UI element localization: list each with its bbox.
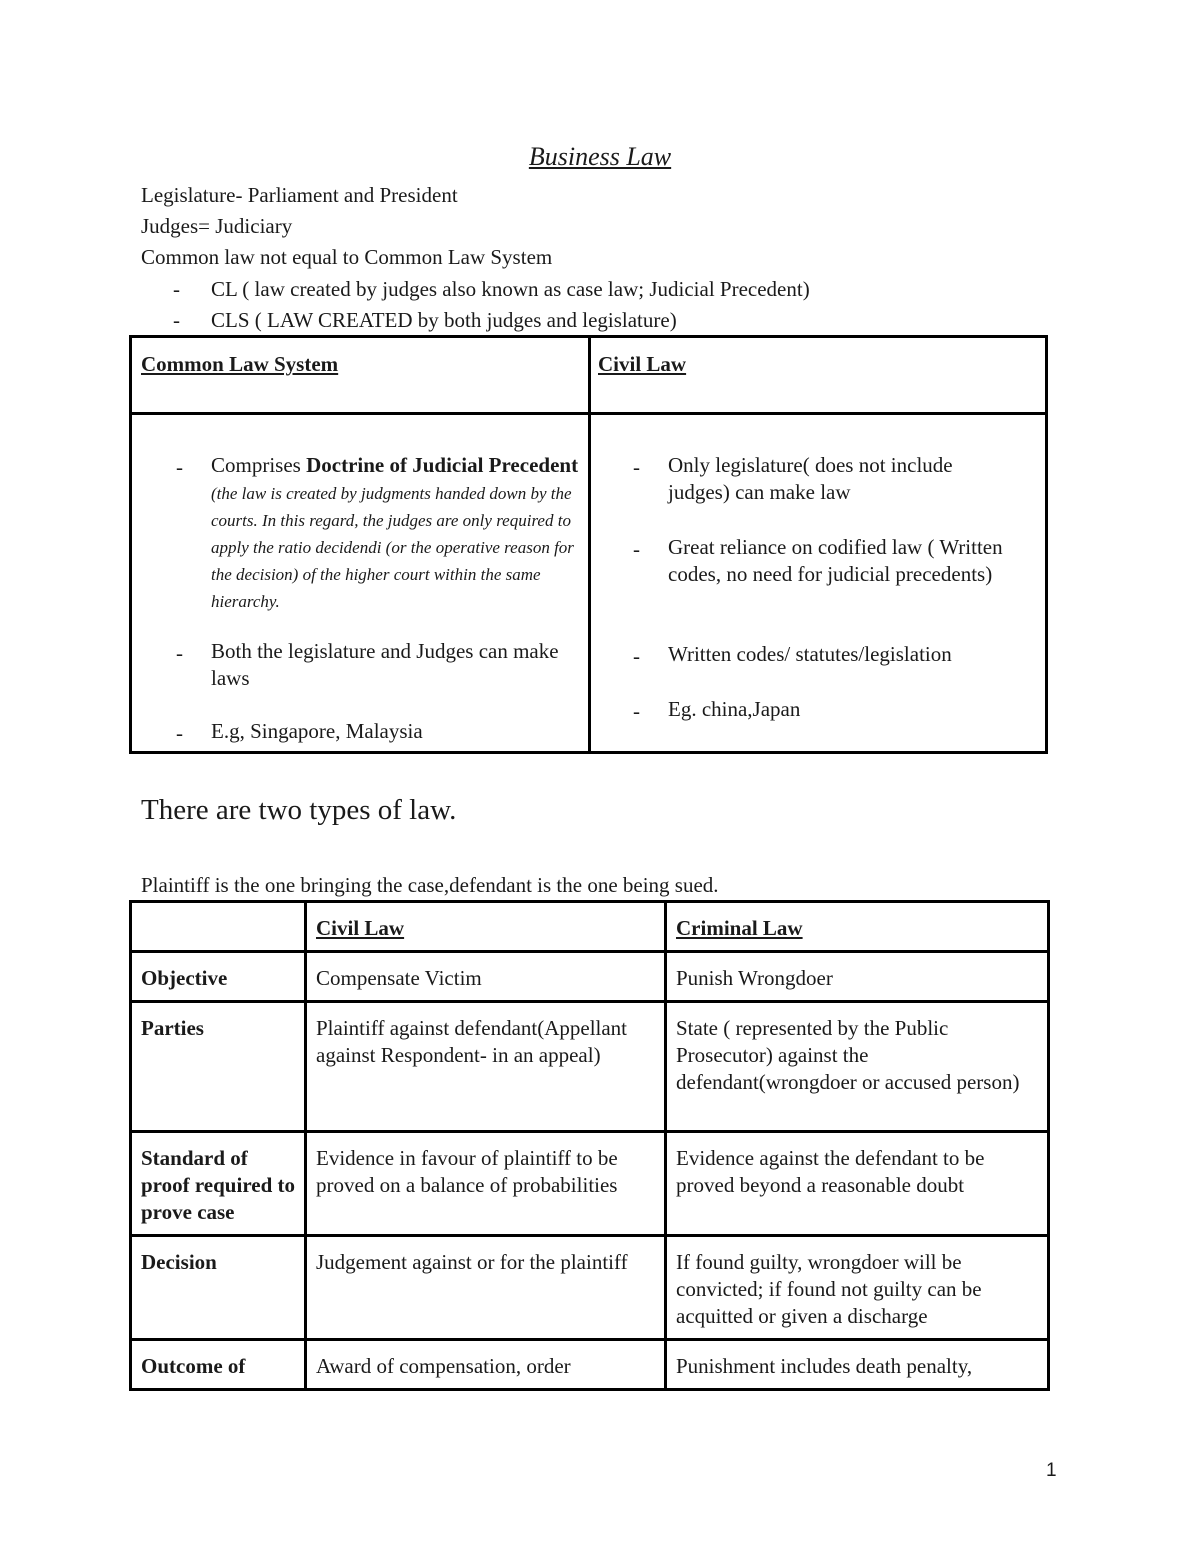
header-civil-law: Civil Law [306,902,666,952]
table-cell: Award of compensation, order [306,1340,666,1390]
civil-bullet-examples: Eg. china,Japan [668,697,801,721]
cls-bullet-examples: E.g, Singapore, Malaysia [211,719,423,743]
bullet-dash: - [176,641,183,665]
table-row [131,902,1049,952]
bullet-dash: - [633,644,640,668]
row-label: Decision [131,1236,306,1340]
intro-line-judges: Judges= Judiciary [141,214,293,238]
table-row [131,1002,1049,1132]
table-cell: Punish Wrongdoer [666,952,1049,1002]
table-cell: If found guilty, wrongdoer will be convicted; if found not guilty can be acquitted or given a discharge [666,1236,1049,1340]
table-row [131,1132,1049,1236]
table-cell: Evidence in favour of plaintiff to be proved on a balance of probabilities [306,1132,666,1236]
comparison-table-law-types [129,900,1050,1391]
comparison-table-systems [129,335,1048,754]
table-cell: Plaintiff against defendant(Appellant against Respondent- in an appeal) [306,1002,666,1132]
table-row [131,1236,1049,1340]
bullet-dash: - [176,455,183,479]
civil-bullet-written: Written codes/ statutes/legislation [668,642,952,666]
table-cell: Judgement against or for the plaintiff [306,1236,666,1340]
bullet-dash: - [633,699,640,723]
intro-bullet-cl: CL ( law created by judges also known as case law; Judicial Precedent) [211,277,810,301]
intro-bullet-cls: CLS ( LAW CREATED by both judges and legislature) [211,308,677,332]
table-row [131,952,1049,1002]
section-heading-types-of-law: There are two types of law. [141,794,457,826]
header-common-law-system: Common Law System [141,352,339,376]
table-cell-empty [131,902,306,952]
civil-bullet-legislature: Only legislature( does not include judges) can make law [668,453,953,504]
bullet-dash: - [173,277,180,301]
table-cell: Punishment includes death penalty, [666,1340,1049,1390]
header-civil-law: Civil Law [598,352,687,376]
row-label: Objective [131,952,306,1002]
table-cell: State ( represented by the Public Prosecutor) against the defendant(wrongdoer or accused person) [666,1002,1049,1132]
cls-bullet-italic: (the law is created by judgments handed down by the courts. In this regard, the judges are only required to apply the ratio decidendi (or the operative reason for the decision) of the higher court within the same hierarchy. [211,484,574,611]
plaintiff-note: Plaintiff is the one bringing the case,defendant is the one being sued. [141,873,719,897]
row-label: Standard of proof required to prove case [131,1132,306,1236]
page-title: Business Law [528,142,672,171]
bullet-dash: - [176,721,183,745]
table-cell: Compensate Victim [306,952,666,1002]
row-label: Outcome of [131,1340,306,1390]
table-divider [132,412,1045,415]
header-criminal-law: Criminal Law [666,902,1049,952]
cls-bullet-prefix: Comprises [211,453,307,477]
page-number: 1 [1046,1460,1057,1481]
table-cell: Evidence against the defendant to be proved beyond a reasonable doubt [666,1132,1049,1236]
bullet-dash: - [633,537,640,561]
bullet-dash: - [633,455,640,479]
row-label: Parties [131,1002,306,1132]
intro-line-legislature: Legislature- Parliament and President [141,183,458,207]
table-row [131,1340,1049,1390]
intro-line-common-law: Common law not equal to Common Law System [141,245,553,269]
civil-bullet-codified: Great reliance on codified law ( Written codes, no need for judicial precedents) [668,535,1003,586]
cls-bullet-bold: Doctrine of Judicial Precedent [306,453,579,477]
bullet-dash: - [173,308,180,332]
table-divider [588,338,591,751]
cls-bullet-both: Both the legislature and Judges can make laws [211,639,559,690]
cls-bullet-doctrine [211,452,581,614]
